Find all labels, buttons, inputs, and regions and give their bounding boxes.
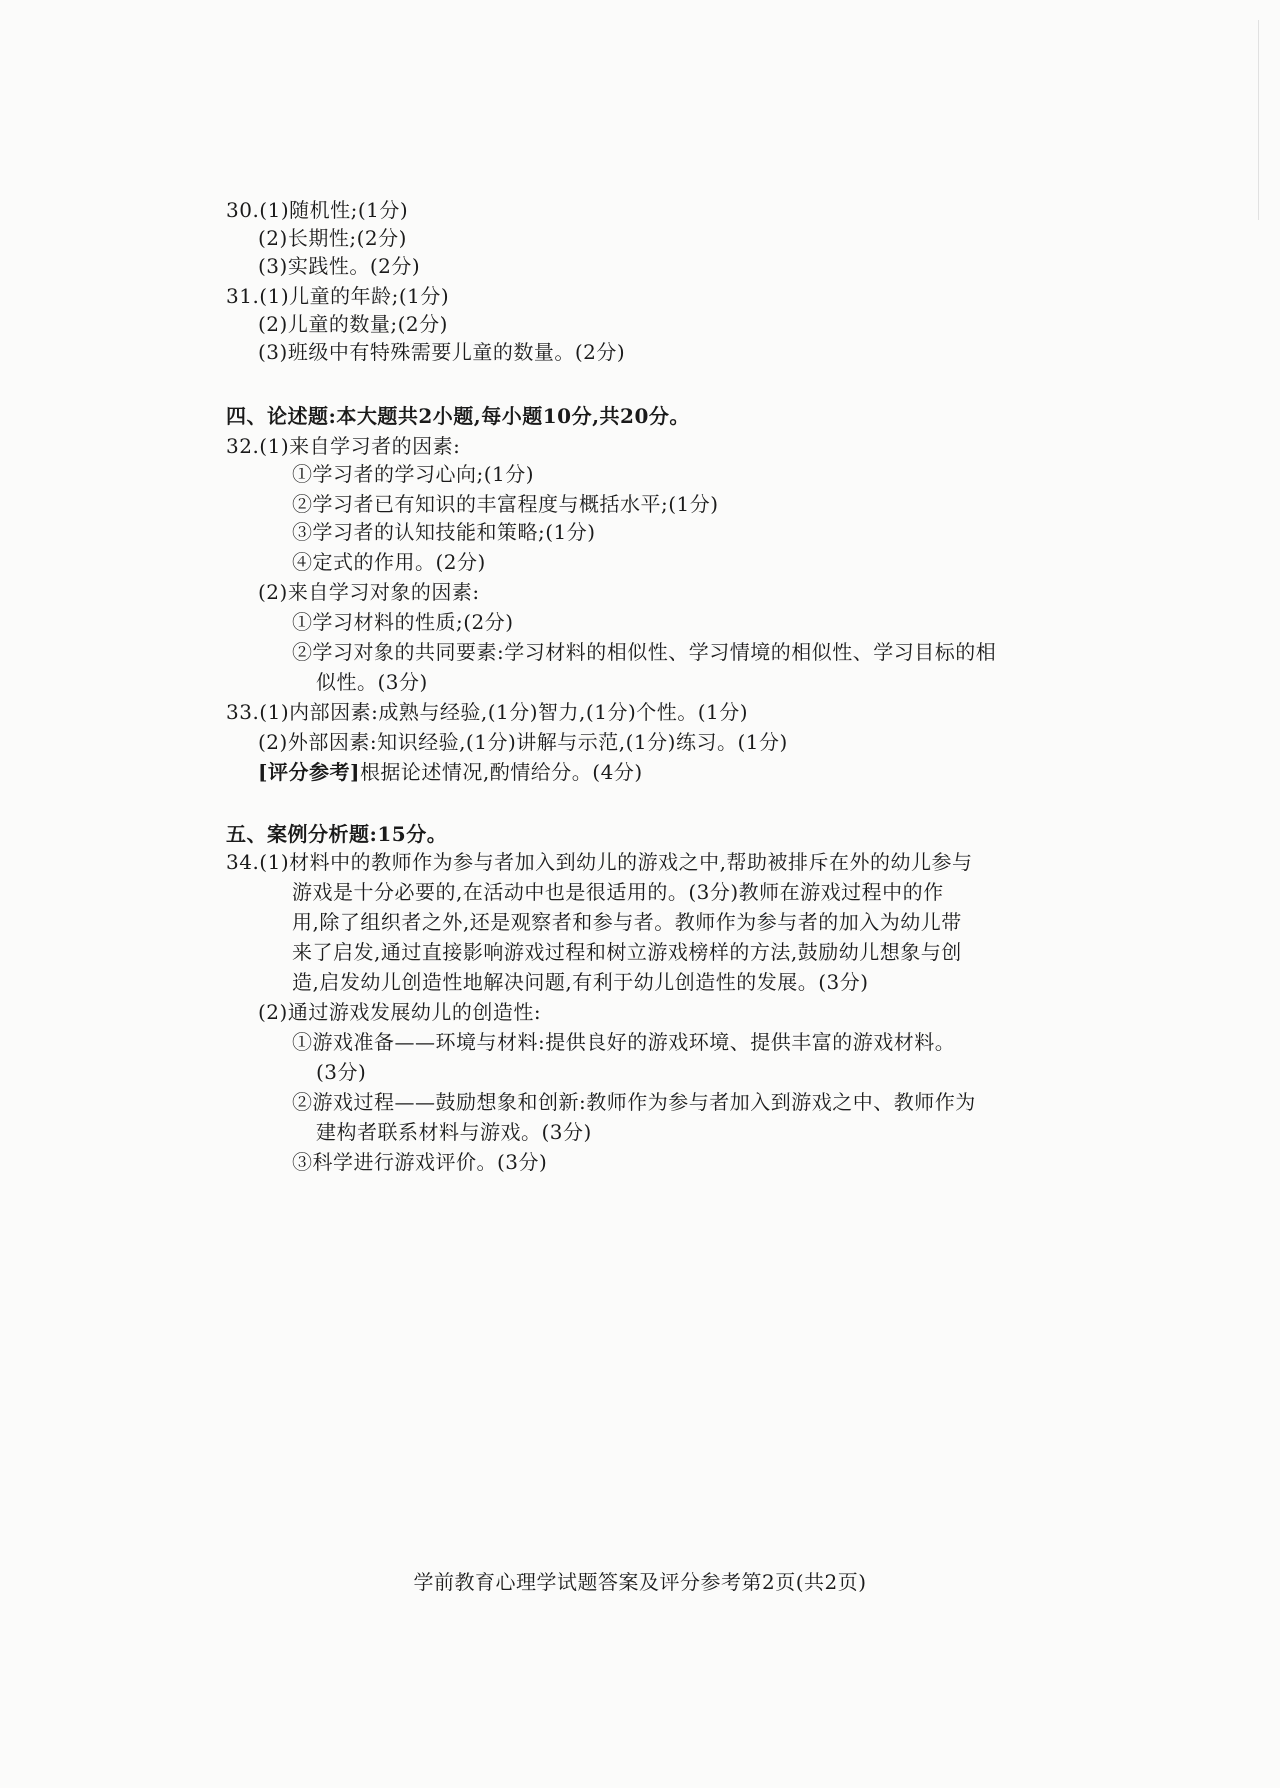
q33-line-1: 33.(1)内部因素:成熟与经验,(1分)智力,(1分)个性。(1分)	[226, 700, 749, 724]
scan-edge-line	[1258, 20, 1259, 220]
q33-line-2: (2)外部因素:知识经验,(1分)讲解与示范,(1分)练习。(1分)	[258, 730, 788, 754]
q31-line-3: (3)班级中有特殊需要儿童的数量。(2分)	[258, 340, 626, 364]
q32-line-2: ①学习者的学习心向;(1分)	[292, 462, 535, 486]
q32-line-3: ②学习者已有知识的丰富程度与概括水平;(1分)	[292, 492, 719, 516]
q34-line-1: 34.(1)材料中的教师作为参与者加入到幼儿的游戏之中,帮助被排斥在外的幼儿参与	[226, 850, 973, 874]
q32-line-5: ④定式的作用。(2分)	[292, 550, 486, 574]
q30-line-3: (3)实践性。(2分)	[258, 254, 421, 278]
q30-line-1: 30.(1)随机性;(1分)	[226, 198, 409, 222]
q33-line-3	[258, 758, 643, 786]
q32-line-6: (2)来自学习对象的因素:	[258, 580, 480, 604]
section-4-heading: 四、论述题:本大题共2小题,每小题10分,共20分。	[226, 404, 690, 428]
q34-line-6: (2)通过游戏发展幼儿的创造性:	[258, 1000, 542, 1024]
q30-line-2: (2)长期性;(2分)	[258, 226, 407, 250]
q34-line-3: 用,除了组织者之外,还是观察者和参与者。教师作为参与者的加入为幼儿带	[292, 910, 962, 934]
scoring-reference-text: 根据论述情况,酌情给分。(4分)	[359, 760, 643, 784]
q32-line-7: ①学习材料的性质;(2分)	[292, 610, 514, 634]
q34-line-8: (3分)	[316, 1060, 367, 1084]
q34-line-4: 来了启发,通过直接影响游戏过程和树立游戏榜样的方法,鼓励幼儿想象与创	[292, 940, 962, 964]
q32-line-4: ③学习者的认知技能和策略;(1分)	[292, 520, 596, 544]
q34-line-7: ①游戏准备——环境与材料:提供良好的游戏环境、提供丰富的游戏材料。	[292, 1030, 956, 1054]
q31-line-1: 31.(1)儿童的年龄;(1分)	[226, 284, 450, 308]
q32-line-9: 似性。(3分)	[316, 670, 428, 694]
q34-line-5: 造,启发幼儿创造性地解决问题,有利于幼儿创造性的发展。(3分)	[292, 970, 869, 994]
q31-line-2: (2)儿童的数量;(2分)	[258, 312, 448, 336]
q32-line-8: ②学习对象的共同要素:学习材料的相似性、学习情境的相似性、学习目标的相	[292, 640, 997, 664]
scoring-reference-tag: [评分参考]	[258, 760, 360, 784]
page-footer: 学前教育心理学试题答案及评分参考第2页(共2页)	[413, 1570, 867, 1594]
q34-line-2: 游戏是十分必要的,在活动中也是很适用的。(3分)教师在游戏过程中的作	[292, 880, 944, 904]
q34-line-11: ③科学进行游戏评价。(3分)	[292, 1150, 548, 1174]
section-5-heading: 五、案例分析题:15分。	[226, 822, 448, 846]
q34-line-9: ②游戏过程——鼓励想象和创新:教师作为参与者加入到游戏之中、教师作为	[292, 1090, 976, 1114]
q32-line-1: 32.(1)来自学习者的因素:	[226, 434, 461, 458]
q34-line-10: 建构者联系材料与游戏。(3分)	[316, 1120, 592, 1144]
